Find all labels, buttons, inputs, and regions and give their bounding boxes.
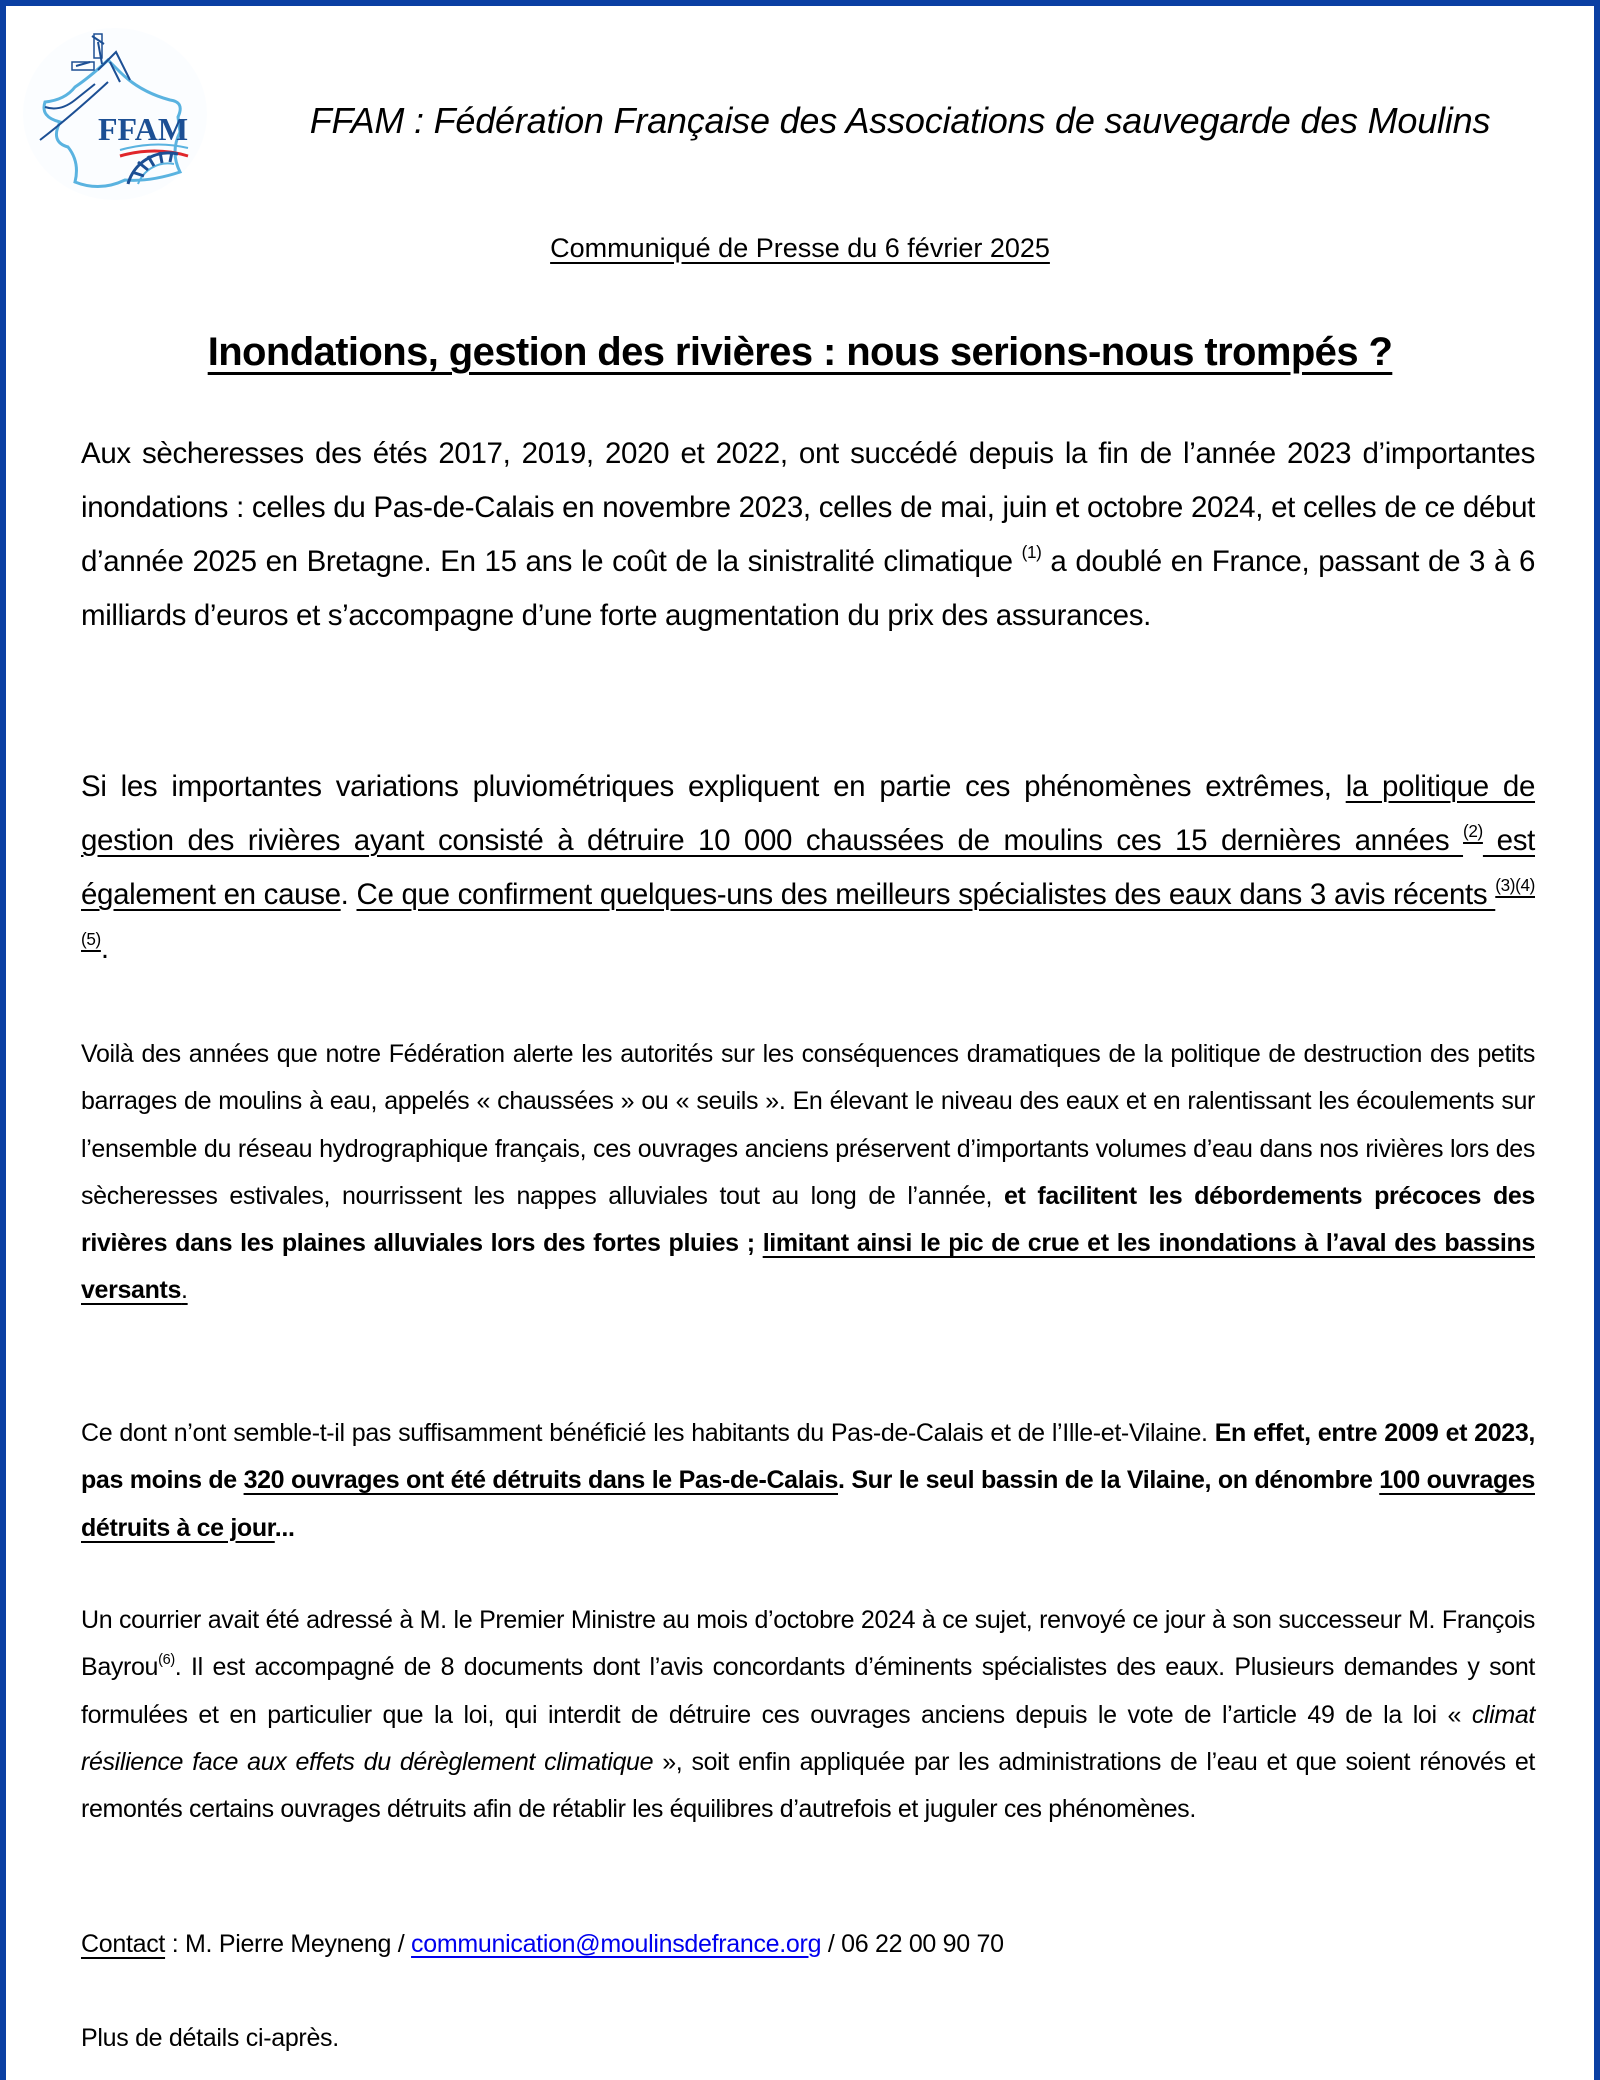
paragraph-1 <box>81 427 1535 643</box>
p4-bold-underlined-a: 320 ouvrages ont été détruits dans le Pas-de-Calais <box>243 1466 839 1495</box>
p4-bold-b: . Sur le seul bassin de la Vilaine, on dénombre <box>838 1466 1380 1495</box>
footnote-ref-1: (1) <box>1021 543 1042 563</box>
p3-end: . <box>181 1276 188 1305</box>
more-details-text: Plus de détails ci-après. <box>81 2024 339 2052</box>
contact-name: : M. Pierre Meyneng / <box>165 1930 412 1958</box>
p2-end: . <box>100 932 109 965</box>
paragraph-2 <box>81 760 1535 976</box>
p4-text-a: Ce dont n’ont semble-t-il pas suffisamment bénéficié les habitants du Pas-de-Calais et de l’Ille-et-Vilaine. <box>81 1419 1215 1447</box>
p2-underlined-a: la politique de gestion des rivières ayant consisté à détruire 10 000 chaussées de moulins ces 15 dernières années <box>81 770 1536 857</box>
p5-text-b: . Il est accompagné de 8 documents dont l’avis concordants d’éminents spécialistes des eaux. Plusieurs demandes y sont formulées et en particulier que la loi, qui interdit de détruire ces ouvrages anciens depuis le vote de l’article 49 de la loi « <box>81 1653 1535 1729</box>
p5-text-a: Un courrier avait été adressé à M. le Premier Ministre au mois d’octobre 2024 à ce sujet, renvoyé ce jour à son successeur M. François Bayrou <box>81 1606 1535 1682</box>
title-text: Inondations, gestion des rivières : nous serions-nous trompés ? <box>207 330 1393 374</box>
ffam-logo <box>20 22 210 200</box>
p3-bold-underlined: limitant ainsi le pic de crue et les inondations à l’aval des bassins versants <box>81 1229 1535 1305</box>
p1-text-a: Aux sècheresses des étés 2017, 2019, 2020 et 2022, ont succédé depuis la fin de l’année 2023 d’importantes inondations : celles du Pas-de-Calais en novembre 2023, celles de mai, juin et octobre 2024, et celles de ce début d’année 2025 en Bretagne. En 15 ans le coût de la sinistralité climatique <box>81 437 1535 578</box>
svg-text:FFAM: FFAM <box>98 111 189 147</box>
p5-text-c: », soit enfin appliquée par les administrations de l’eau et que soient rénovés et remontés certains ouvrages détruits afin de rétablir les équilibres d’autrefois et juguler ces phénomènes. <box>81 1747 1535 1824</box>
p2-underlined-b: est également en cause <box>81 824 1535 911</box>
p5-law-name: climat résilience face aux effets du dérèglement climatique <box>81 1700 1535 1776</box>
contact-label: Contact <box>81 1930 166 1958</box>
p3-text-a: Voilà des années que notre Fédération alerte les autorités sur les conséquences dramatiques de la politique de destruction des petits barrages de moulins à eau, appelés « chaussées » ou « seuils ». En élevant le niveau des eaux et en ralentissant les écoulements sur l’ensemble du réseau hydrographique français, ces ouvrages anciens préservent d’importants volumes d’eau dans nos rivières lors des sècheresses estivales, nourrissent les nappes alluviales tout au long de l’année, <box>81 1040 1535 1210</box>
p4-bold-end: ... <box>274 1513 295 1542</box>
contact-line <box>81 1930 1004 1959</box>
footnote-ref-6: (6) <box>158 1652 175 1669</box>
paragraph-5 <box>81 1597 1535 1833</box>
contact-phone: / 06 22 00 90 70 <box>821 1930 1004 1958</box>
date-text: Communiqué de Presse du 6 février 2025 <box>550 233 1050 263</box>
france-mill-logo-icon <box>20 22 210 200</box>
p1-text-b: a doublé en France, passant de 3 à 6 milliards d’euros et s’accompagne d’une forte augmentation du prix des assurances. <box>81 545 1535 632</box>
p2-underlined-c: Ce que confirment quelques-uns des meilleurs spécialistes des eaux dans 3 avis récents <box>356 878 1496 911</box>
press-release-title <box>0 330 1600 375</box>
p2-text-a: Si les importantes variations pluviométriques expliquent en partie ces phénomènes extrêmes, <box>81 770 1346 803</box>
p4-bold-underlined-b: 100 ouvrages détruits à ce jour <box>81 1466 1535 1542</box>
press-release-date <box>0 233 1600 264</box>
p4-bold-a: En effet, entre 2009 et 2023, pas moins de <box>81 1419 1535 1495</box>
footnote-ref-3-4-5: (3)(4)(5) <box>81 876 1535 950</box>
p2-sep: . <box>340 878 357 911</box>
p3-bold-a: et facilitent les débordements précoces des rivières dans les plaines alluviales lors des fortes pluies ; <box>81 1181 1535 1258</box>
paragraph-4 <box>81 1410 1535 1552</box>
organization-title: FFAM : Fédération Française des Associations de sauvegarde des Moulins <box>309 100 1491 141</box>
paragraph-3 <box>81 1031 1535 1315</box>
footnote-ref-2: (2) <box>1463 822 1483 842</box>
contact-email-link[interactable]: communication@moulinsdefrance.org <box>411 1930 822 1958</box>
